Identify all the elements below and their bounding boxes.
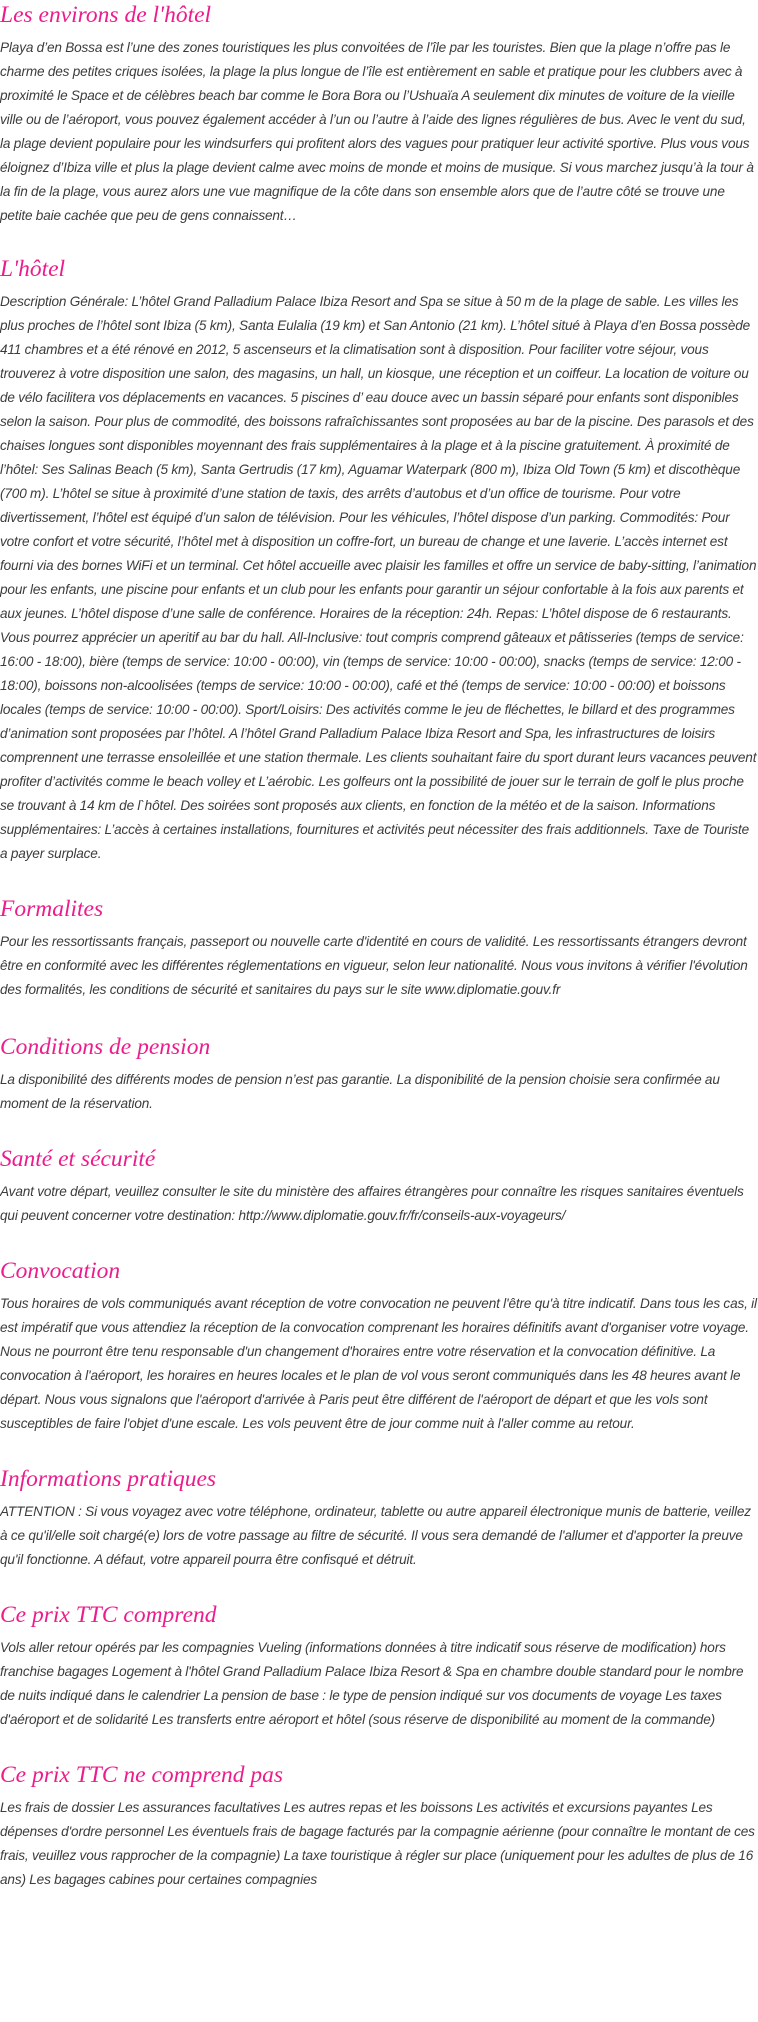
section-title-formalites: Formalites	[0, 896, 104, 922]
section-body-prix-comprend: Vols aller retour opérés par les compagnies Vueling (informations données à titre indicatif sous réserve de modification) hors franchise bagages Logement à l'hôtel Grand Palladium Palace Ibiza Resort & Spa en chambre double standard pour le nombre de nuits indiqué dans le calendrier La pension de base : le type de pension indiqué sur vos documents de voyage Les taxes d'aéroport et de solidarité Les transferts entre aéroport et hôtel (sous réserve de disponibilité au moment de la commande)	[0, 1640, 744, 1727]
section-convocation	[0, 1256, 758, 1436]
section-title-environs: Les environs de l'hôtel	[0, 2, 212, 28]
section-body-convocation: Tous horaires de vols communiqués avant réception de votre convocation ne peuvent l'être qu'à titre indicatif. Dans tous les cas, il est impératif que vous attendiez la réception de la convocation comprenant les horaires définitifs avant d'organiser votre voyage. Nous ne pourront être tenu responsable d'un changement d'horaires entre votre réservation et la convocation définitive. La convocation à l'aéroport, les horaires en heures locales et le plan de vol vous seront communiqués dans les 48 heures avant le départ. Nous vous signalons que l'aéroport d'arrivée à Paris peut être différent de l'aéroport de départ et que les vols sont susceptibles de faire l'objet d'une escale. Les vols peuvent être de jour comme nuit à l'aller comme au retour.	[0, 1296, 757, 1431]
section-title-hotel: L'hôtel	[0, 256, 66, 282]
section-title-conditions-pension: Conditions de pension	[0, 1034, 211, 1060]
section-title-convocation: Convocation	[0, 1258, 121, 1284]
section-title-prix-comprend: Ce prix TTC comprend	[0, 1602, 217, 1628]
section-title-prix-ne-comprend-pas: Ce prix TTC ne comprend pas	[0, 1762, 284, 1788]
section-body-formalites: Pour les ressortissants français, passeport ou nouvelle carte d'identité en cours de validité. Les ressortissants étrangers devront être en conformité avec les différentes réglementations en vigueur, selon leur nationalité. Nous vous invitons à vérifier l'évolution des formalités, les conditions de sécurité et sanitaires du pays sur le site www.diplomatie.gouv.fr	[0, 934, 748, 997]
section-formalites	[0, 894, 758, 1002]
section-informations-pratiques	[0, 1464, 758, 1572]
section-title-sante-securite: Santé et sécurité	[0, 1146, 156, 1172]
section-body-prix-ne-comprend-pas: Les frais de dossier Les assurances facultatives Les autres repas et les boissons Les activités et excursions payantes Les dépenses d'ordre personnel Les éventuels frais de bagage facturés par la compagnie aérienne (pour connaître le montant de ces frais, veuillez vous rapprocher de la compagnie) La taxe touristique à régler sur place (uniquement pour les adultes de plus de 16 ans) Les bagages cabines pour certaines compagnies	[0, 1800, 755, 1887]
section-title-informations-pratiques: Informations pratiques	[0, 1466, 217, 1492]
section-body-environs: Playa d’en Bossa est l’une des zones touristiques les plus convoitées de l’île par les touristes. Bien que la plage n’offre pas le charme des petites criques isolées, la plage la plus longue de l’île est entièrement en sable et pratique pour les clubbers avec à proximité le Space et de célèbres beach bar comme le Bora Bora ou l’Ushuaïa A seulement dix minutes de voiture de la vieille ville ou de l’aéroport, vous pouvez également accéder à l’un ou l’autre à l’aide des lignes régulières de bus. Avec le vent du sud, la plage devient populaire pour les windsurfers qui profitent alors des vagues pour pratiquer leur activité sportive. Plus vous vous éloignez d’Ibiza ville et plus la plage devient calme avec moins de monde et moins de musique. Si vous marchez jusqu’à la tour à la fin de la plage, vous aurez alors une vue magnifique de la côte dans son ensemble alors que de l’autre côté se trouve une petite baie cachée que peu de gens connaissent…	[0, 40, 754, 223]
section-hotel	[0, 254, 758, 866]
section-body-hotel: Description Générale: L’hôtel Grand Palladium Palace Ibiza Resort and Spa se situe à 50 m de la plage de sable. Les villes les plus proches de l’hôtel sont Ibiza (5 km), Santa Eulalia (19 km) et San Antonio (21 km). L’hôtel situé à Playa d’en Bossa possède 411 chambres et a été rénové en 2012, 5 ascenseurs et la climatisation sont à disposition. Pour faciliter votre séjour, vous trouverez à votre disposition une salon, des magasins, un hall, un kiosque, une réception et un coiffeur. La location de voiture ou de vélo facilitera vos déplacements en vacances. 5 piscines d’ eau douce avec un bassin séparé pour enfants sont disponibles selon la saison. Pour plus de commodité, des boissons rafraîchissantes sont proposées au bar de la piscine. Des parasols et des chaises longues sont disponibles moyennant des frais supplémentaires à la plage et à la piscine gratuitement. À proximité de l’hôtel: Ses Salinas Beach (5 km), Santa Gertrudis (17 km), Aguamar Waterpark (800 m), Ibiza Old Town (5 km) et discothèque (700 m). L’hôtel se situe à proximité d’une station de taxis, des arrêts d’autobus et d’un office de tourisme. Pour votre divertissement, l’hôtel est équipé d’un salon de télévision. Pour les véhicules, l’hôtel dispose d’un parking. Commodités: Pour votre confort et votre sécurité, l’hôtel met à disposition un coffre-fort, un bureau de change et une laverie. L’accès internet est fourni via des bornes WiFi et un terminal. Cet hôtel accueille avec plaisir les familles et offre un service de baby-sitting, l’animation pour les enfants, une piscine pour enfants et un club pour les enfants pour garantir un séjour confortable à la fois aux parents et aux jeunes. L’hôtel dispose d’une salle de conférence. Horaires de la réception: 24h. Repas: L’hôtel dispose de 6 restaurants. Vous pourrez apprécier un aperitif au bar du hall. All-Inclusive: tout compris comprend gâteaux et pâtisseries (temps de service: 16:00 - 18:00), bière (temps de service: 10:00 - 00:00), vin (temps de service: 10:00 - 00:00), snacks (temps de service: 12:00 - 18:00), boissons non-alcoolisées (temps de service: 10:00 - 00:00), café et thé (temps de service: 10:00 - 00:00) et boissons locales (temps de service: 10:00 - 00:00). Sport/Loisirs: Des activités comme le jeu de fléchettes, le billard et des programmes d’animation sont proposées par l’hôtel. A l’hôtel Grand Palladium Palace Ibiza Resort and Spa, les infrastructures de loisirs comprennent une terrasse ensoleillée et une station thermale. Les clients souhaitant faire du sport durant leurs vacances peuvent profiter d’activités comme le beach volley et L’aérobic. Les golfeurs ont la possibilité de jouer sur le terrain de golf le plus proche se trouvant à 14 km de l`hôtel. Des soirées sont proposés aux clients, en fonction de la météo et de la saison. Informations supplémentaires: L’accès à certaines installations, fournitures et activités peut nécessiter des frais additionnels. Taxe de Touriste a payer surplace.	[0, 294, 757, 861]
section-environs	[0, 0, 758, 228]
section-prix-comprend	[0, 1600, 758, 1732]
section-prix-ne-comprend-pas	[0, 1760, 758, 1892]
section-body-sante-securite: Avant votre départ, veuillez consulter le site du ministère des affaires étrangères pour connaître les risques sanitaires éventuels qui peuvent concerner votre destination: http://www.diplomatie.gouv.fr/fr/conseils-aux-voyageurs/	[0, 1184, 744, 1223]
section-body-informations-pratiques: ATTENTION : Si vous voyagez avec votre téléphone, ordinateur, tablette ou autre appareil électronique munis de batterie, veillez à ce qu'il/elle soit chargé(e) lors de votre passage au filtre de sécurité. Il vous sera demandé de l'allumer et d'apporter la preuve qu'il fonctionne. A défaut, votre appareil pourra être confisqué et détruit.	[0, 1504, 751, 1567]
section-conditions-pension	[0, 1032, 758, 1116]
section-sante-securite	[0, 1144, 758, 1228]
section-body-conditions-pension: La disponibilité des différents modes de pension n’est pas garantie. La disponibilité de la pension choisie sera confirmée au moment de la réservation.	[0, 1072, 720, 1111]
